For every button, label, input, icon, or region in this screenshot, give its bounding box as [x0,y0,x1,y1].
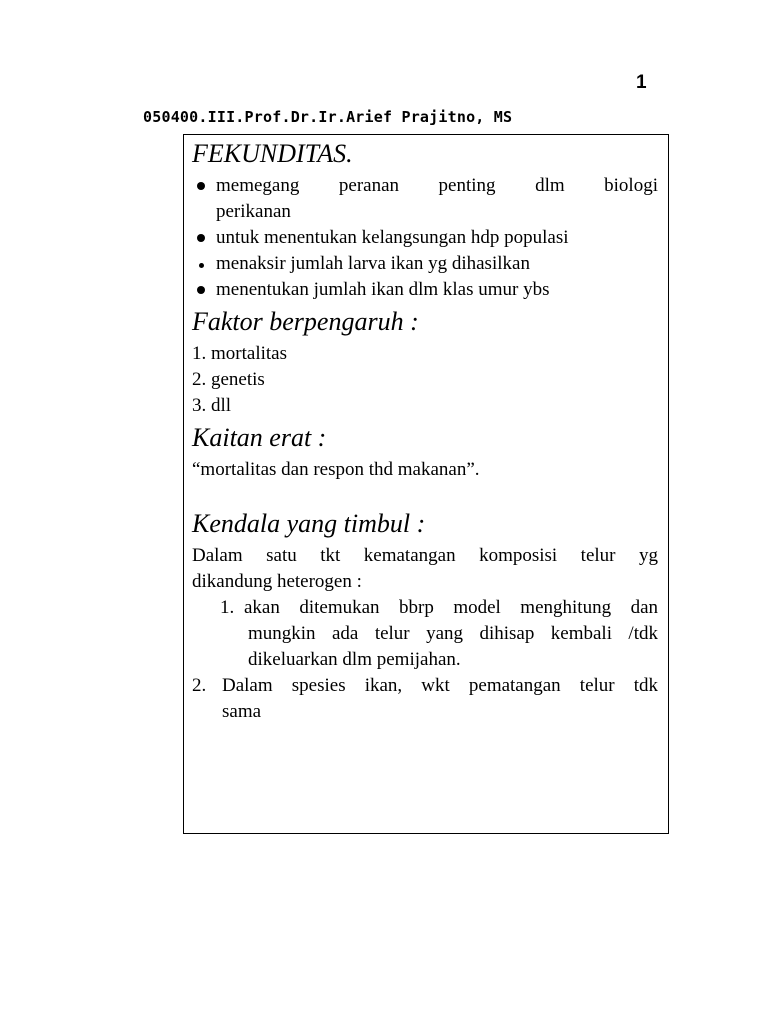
paragraph-line: Dalam satu tkt kematangan komposisi telur yg [192,545,658,566]
page-number: 1 [636,72,647,93]
bullet-text: untuk menentukan kelangsungan hdp populasi [216,227,569,248]
title-kaitan-erat: Kaitan erat : [192,423,327,452]
document-header: 050400.III.Prof.Dr.Ir.Arief Prajitno, MS [143,108,513,126]
item-text-line: Dalam spesies ikan, wkt pematangan telur tdk [222,675,658,696]
bullet-icon [197,234,205,242]
item-text-line: akan ditemukan bbrp model menghitung dan [244,597,658,618]
slide-content [192,135,658,725]
item-text-line: mungkin ada telur yang dihisap kembali /tdk [248,623,658,644]
list-item: 3. dll [192,395,232,416]
bullet-text: menaksir jumlah larva ikan yg dihasilkan [216,253,530,274]
item-number: 1. [220,597,235,618]
item-text-line: dikeluarkan dlm pemijahan. [248,649,461,670]
item-number: 2. [192,675,207,696]
list-item: 1. mortalitas [192,343,287,364]
bullet-item [192,251,658,277]
bullet-text-line: perikanan [216,201,291,222]
bullet-icon [197,286,205,294]
bullet-icon [199,263,204,268]
item-text-line: sama [222,701,262,722]
content-box [183,134,669,834]
bullet-item [192,173,658,225]
bullet-item [192,277,658,303]
bullet-text-line: memegang peranan penting dlm biologi [216,175,658,196]
numbered-item [192,673,658,725]
paragraph-line: dikandung heterogen : [192,571,362,592]
title-faktor-berpengaruh: Faktor berpengaruh : [192,307,419,336]
quote-text: “mortalitas dan respon thd makanan”. [192,459,480,480]
bullet-text: menentukan jumlah ikan dlm klas umur ybs [216,279,550,300]
title-fekunditas: FEKUNDITAS. [192,139,353,168]
list-item: 2. genetis [192,369,265,390]
title-kendala: Kendala yang timbul : [192,509,426,538]
bullet-item [192,225,658,251]
numbered-item [192,595,658,673]
bullet-icon [197,182,205,190]
